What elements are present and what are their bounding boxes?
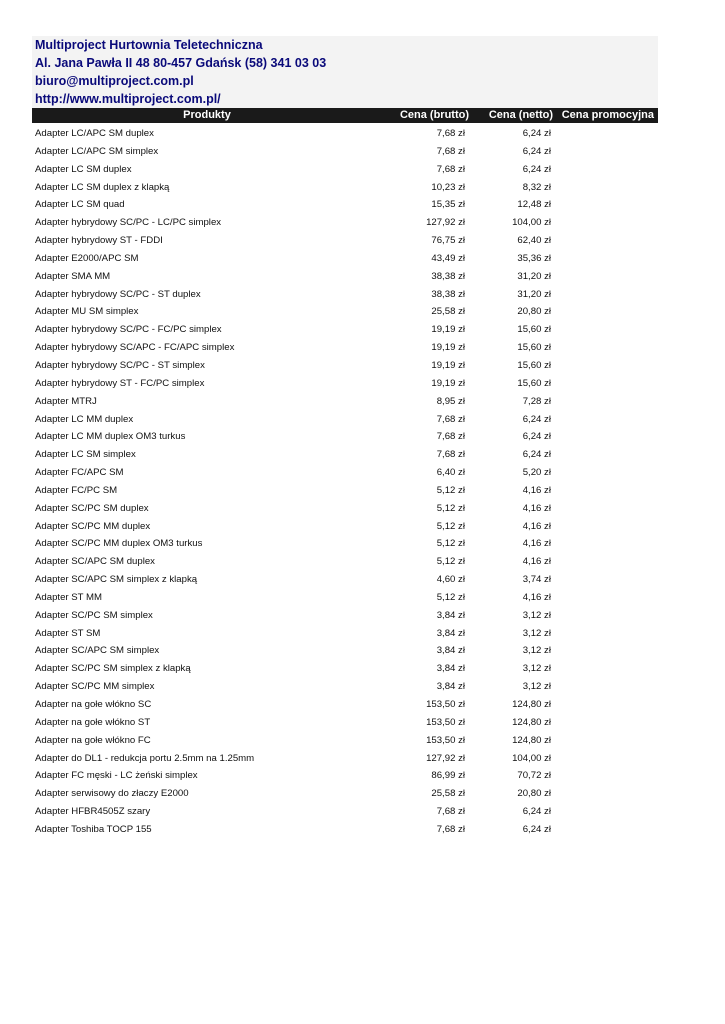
table-row xyxy=(32,125,658,143)
product-name: Adapter FC/APC SM xyxy=(35,467,124,479)
product-name: Adapter SC/PC MM duplex OM3 turkus xyxy=(35,538,203,550)
table-row xyxy=(32,339,658,357)
price-brutto: 38,38 zł xyxy=(431,288,465,300)
product-name: Adapter LC MM duplex xyxy=(35,413,134,425)
company-website[interactable]: http://www.multiproject.com.pl/ xyxy=(32,90,658,108)
price-netto: 12,48 zł xyxy=(517,199,551,211)
price-brutto: 25,58 zł xyxy=(431,788,465,800)
table-row xyxy=(32,428,658,446)
table-row xyxy=(32,411,658,429)
product-name: Adapter hybrydowy ST - FDDI xyxy=(35,235,163,247)
price-promo xyxy=(555,357,658,375)
price-brutto: 5,12 zł xyxy=(436,556,465,568)
price-brutto: 19,19 zł xyxy=(431,342,465,354)
price-promo xyxy=(555,125,658,143)
price-brutto: 3,84 zł xyxy=(436,627,465,639)
price-netto: 15,60 zł xyxy=(517,359,551,371)
price-brutto: 6,40 zł xyxy=(436,467,465,479)
product-name: Adapter serwisowy do złaczy E2000 xyxy=(35,788,189,800)
table-row xyxy=(32,678,658,696)
table-header xyxy=(32,108,658,123)
product-name: Adapter LC/APC SM simplex xyxy=(35,145,159,157)
product-name: Adapter ST SM xyxy=(35,627,101,639)
price-promo xyxy=(555,571,658,589)
price-netto: 104,00 zł xyxy=(512,752,551,764)
product-name: Adapter do DL1 - redukcja portu 2.5mm na 1.25mm xyxy=(35,752,255,764)
price-promo xyxy=(555,339,658,357)
table-row xyxy=(32,250,658,268)
product-name: Adapter SC/PC SM duplex xyxy=(35,502,149,514)
price-promo xyxy=(555,446,658,464)
price-netto: 35,36 zł xyxy=(517,252,551,264)
price-brutto: 7,68 zł xyxy=(436,449,465,461)
product-name: Adapter hybrydowy SC/PC - ST duplex xyxy=(35,288,201,300)
price-netto: 4,16 zł xyxy=(522,502,551,514)
price-brutto: 5,12 zł xyxy=(436,520,465,532)
table-row xyxy=(32,607,658,625)
product-name: Adapter hybrydowy SC/APC - FC/APC simplex xyxy=(35,342,235,354)
product-name: Adapter SC/PC MM simplex xyxy=(35,681,155,693)
product-name: Adapter FC męski - LC żeński simplex xyxy=(35,770,198,782)
price-netto: 104,00 zł xyxy=(512,217,551,229)
company-name: Multiproject Hurtownia Teletechniczna xyxy=(32,36,658,54)
price-promo xyxy=(555,732,658,750)
price-promo xyxy=(555,535,658,553)
product-name: Adapter SC/PC SM simplex z klapką xyxy=(35,663,191,675)
price-promo xyxy=(555,821,658,839)
price-promo xyxy=(555,589,658,607)
price-promo xyxy=(555,286,658,304)
price-brutto: 7,68 zł xyxy=(436,163,465,175)
table-row xyxy=(32,589,658,607)
price-promo xyxy=(555,696,658,714)
table-row xyxy=(32,268,658,286)
header-product: Produkty xyxy=(183,109,231,121)
table-row xyxy=(32,321,658,339)
price-brutto: 5,12 zł xyxy=(436,502,465,514)
price-promo xyxy=(555,303,658,321)
price-netto: 15,60 zł xyxy=(517,377,551,389)
price-netto: 3,74 zł xyxy=(522,574,551,586)
price-brutto: 15,35 zł xyxy=(431,199,465,211)
header-price-brutto: Cena (brutto) xyxy=(399,109,469,121)
product-name: Adapter LC SM duplex z klapką xyxy=(35,181,170,193)
product-name: Adapter MTRJ xyxy=(35,395,97,407)
price-netto: 62,40 zł xyxy=(517,235,551,247)
price-brutto: 5,12 zł xyxy=(436,591,465,603)
company-email[interactable]: biuro@multiproject.com.pl xyxy=(32,72,658,90)
price-brutto: 5,12 zł xyxy=(436,538,465,550)
price-promo xyxy=(555,214,658,232)
price-netto: 70,72 zł xyxy=(517,770,551,782)
price-netto: 20,80 zł xyxy=(517,306,551,318)
price-promo xyxy=(555,268,658,286)
price-netto: 6,24 zł xyxy=(522,413,551,425)
table-row xyxy=(32,179,658,197)
product-name: Adapter MU SM simplex xyxy=(35,306,139,318)
price-brutto: 76,75 zł xyxy=(431,235,465,247)
price-brutto: 153,50 zł xyxy=(426,699,465,710)
product-name: Adapter SC/APC SM simplex z klapką xyxy=(35,574,198,586)
table-row xyxy=(32,482,658,500)
price-brutto: 7,68 zł xyxy=(436,431,465,443)
price-netto: 124,80 zł xyxy=(512,699,551,710)
table-row xyxy=(32,625,658,643)
table-row xyxy=(32,785,658,803)
product-name: Adapter na gołe włókno FC xyxy=(35,734,151,746)
price-brutto: 10,23 zł xyxy=(431,181,465,193)
table-row xyxy=(32,143,658,161)
product-name: Adapter SC/PC SM simplex xyxy=(35,609,153,621)
price-netto: 4,16 zł xyxy=(522,591,551,603)
price-brutto: 153,50 zł xyxy=(426,734,465,746)
table-row xyxy=(32,714,658,732)
product-name: Adapter LC SM simplex xyxy=(35,449,136,461)
price-promo xyxy=(555,232,658,250)
price-promo xyxy=(555,803,658,821)
price-promo xyxy=(555,607,658,625)
product-name: Adapter LC SM quad xyxy=(35,199,125,211)
price-brutto: 43,49 zł xyxy=(431,252,465,264)
product-name: Adapter LC/APC SM duplex xyxy=(35,128,154,139)
product-name: Adapter ST MM xyxy=(35,591,103,603)
price-promo xyxy=(555,143,658,161)
price-promo xyxy=(555,250,658,268)
table-row xyxy=(32,571,658,589)
price-netto: 6,24 zł xyxy=(522,431,551,443)
price-promo xyxy=(555,482,658,500)
price-netto: 4,16 zł xyxy=(522,538,551,550)
table-row xyxy=(32,286,658,304)
price-netto: 8,32 zł xyxy=(522,181,551,193)
price-promo xyxy=(555,428,658,446)
price-netto: 7,28 zł xyxy=(522,395,551,407)
product-name: Adapter hybrydowy SC/PC - ST simplex xyxy=(35,359,205,371)
table-row xyxy=(32,553,658,571)
table-row xyxy=(32,767,658,785)
price-brutto: 3,84 zł xyxy=(436,681,465,693)
price-brutto: 3,84 zł xyxy=(436,645,465,657)
price-brutto: 3,84 zł xyxy=(436,663,465,675)
price-brutto: 19,19 zł xyxy=(431,359,465,371)
price-netto: 124,80 zł xyxy=(512,734,551,746)
price-brutto: 153,50 zł xyxy=(426,716,465,728)
price-netto: 6,24 zł xyxy=(522,449,551,461)
price-brutto: 127,92 zł xyxy=(426,752,465,764)
product-name: Adapter SC/PC MM duplex xyxy=(35,520,151,532)
price-netto: 124,80 zł xyxy=(512,716,551,728)
header-price-promo: Cena promocyjna xyxy=(561,109,654,121)
product-name: Adapter E2000/APC SM xyxy=(35,252,139,264)
table-row xyxy=(32,732,658,750)
price-promo xyxy=(555,625,658,643)
product-name: Adapter SC/APC SM simplex xyxy=(35,645,160,657)
price-netto: 6,24 zł xyxy=(522,163,551,175)
product-name: Adapter LC MM duplex OM3 turkus xyxy=(35,431,186,443)
price-promo xyxy=(555,411,658,429)
price-promo xyxy=(555,375,658,393)
table-row xyxy=(32,393,658,411)
price-promo xyxy=(555,518,658,536)
price-promo xyxy=(555,660,658,678)
price-netto: 3,12 zł xyxy=(522,663,551,675)
table-row xyxy=(32,303,658,321)
price-netto: 3,12 zł xyxy=(522,645,551,657)
price-promo xyxy=(555,196,658,214)
product-name: Adapter na gołe włókno ST xyxy=(35,716,151,728)
header-price-netto: Cena (netto) xyxy=(488,109,553,121)
price-netto: 3,12 zł xyxy=(522,609,551,621)
table-row xyxy=(32,446,658,464)
price-brutto: 7,68 zł xyxy=(436,145,465,157)
price-promo xyxy=(555,393,658,411)
price-promo xyxy=(555,750,658,768)
table-row xyxy=(32,535,658,553)
price-brutto: 7,68 zł xyxy=(436,413,465,425)
price-brutto: 7,68 zł xyxy=(436,806,465,818)
table-row xyxy=(32,696,658,714)
price-promo xyxy=(555,161,658,179)
price-netto: 4,16 zł xyxy=(522,484,551,496)
table-row xyxy=(32,196,658,214)
product-name: Adapter HFBR4505Z szary xyxy=(35,806,151,818)
table-row xyxy=(32,464,658,482)
price-promo xyxy=(555,642,658,660)
price-netto: 20,80 zł xyxy=(517,788,551,800)
table-row xyxy=(32,803,658,821)
price-netto: 6,24 zł xyxy=(522,823,551,835)
price-netto: 5,20 zł xyxy=(522,467,551,479)
table-row xyxy=(32,232,658,250)
price-netto: 6,24 zł xyxy=(522,128,551,139)
price-brutto: 25,58 zł xyxy=(431,306,465,318)
product-name: Adapter hybrydowy SC/PC - LC/PC simplex xyxy=(35,217,222,229)
price-brutto: 8,95 zł xyxy=(436,395,465,407)
price-promo xyxy=(555,678,658,696)
product-name: Adapter SC/APC SM duplex xyxy=(35,556,155,568)
price-promo xyxy=(555,464,658,482)
table-row xyxy=(32,642,658,660)
price-netto: 3,12 zł xyxy=(522,627,551,639)
price-promo xyxy=(555,500,658,518)
product-name: Adapter na gołe włókno SC xyxy=(35,699,152,710)
product-rows xyxy=(32,125,658,839)
price-brutto: 86,99 zł xyxy=(431,770,465,782)
price-brutto: 38,38 zł xyxy=(431,270,465,282)
price-netto: 31,20 zł xyxy=(517,288,551,300)
table-row xyxy=(32,500,658,518)
price-promo xyxy=(555,179,658,197)
price-promo xyxy=(555,321,658,339)
price-promo xyxy=(555,767,658,785)
price-netto: 6,24 zł xyxy=(522,806,551,818)
price-brutto: 19,19 zł xyxy=(431,377,465,389)
table-row xyxy=(32,750,658,768)
price-netto: 4,16 zł xyxy=(522,556,551,568)
table-row xyxy=(32,161,658,179)
table-row xyxy=(32,518,658,536)
product-name: Adapter hybrydowy SC/PC - FC/PC simplex xyxy=(35,324,222,336)
price-netto: 3,12 zł xyxy=(522,681,551,693)
price-promo xyxy=(555,714,658,732)
price-netto: 6,24 zł xyxy=(522,145,551,157)
price-netto: 15,60 zł xyxy=(517,324,551,336)
table-row xyxy=(32,375,658,393)
company-address: Al. Jana Pawła II 48 80-457 Gdańsk (58) 341 03 03 xyxy=(32,54,658,72)
product-name: Adapter Toshiba TOCP 155 xyxy=(35,823,152,835)
price-brutto: 7,68 zł xyxy=(436,823,465,835)
price-brutto: 19,19 zł xyxy=(431,324,465,336)
price-netto: 15,60 zł xyxy=(517,342,551,354)
product-name: Adapter FC/PC SM xyxy=(35,484,118,496)
price-brutto: 5,12 zł xyxy=(436,484,465,496)
price-brutto: 3,84 zł xyxy=(436,609,465,621)
price-brutto: 7,68 zł xyxy=(436,128,465,139)
product-name: Adapter LC SM duplex xyxy=(35,163,132,175)
table-row xyxy=(32,357,658,375)
table-row xyxy=(32,214,658,232)
price-brutto: 127,92 zł xyxy=(426,217,465,229)
price-brutto: 4,60 zł xyxy=(436,574,465,586)
table-row xyxy=(32,660,658,678)
price-promo xyxy=(555,553,658,571)
table-row xyxy=(32,821,658,839)
price-netto: 4,16 zł xyxy=(522,520,551,532)
product-name: Adapter hybrydowy ST - FC/PC simplex xyxy=(35,377,205,389)
product-name: Adapter SMA MM xyxy=(35,270,111,282)
price-promo xyxy=(555,785,658,803)
price-netto: 31,20 zł xyxy=(517,270,551,282)
price-list-sheet xyxy=(32,36,658,839)
